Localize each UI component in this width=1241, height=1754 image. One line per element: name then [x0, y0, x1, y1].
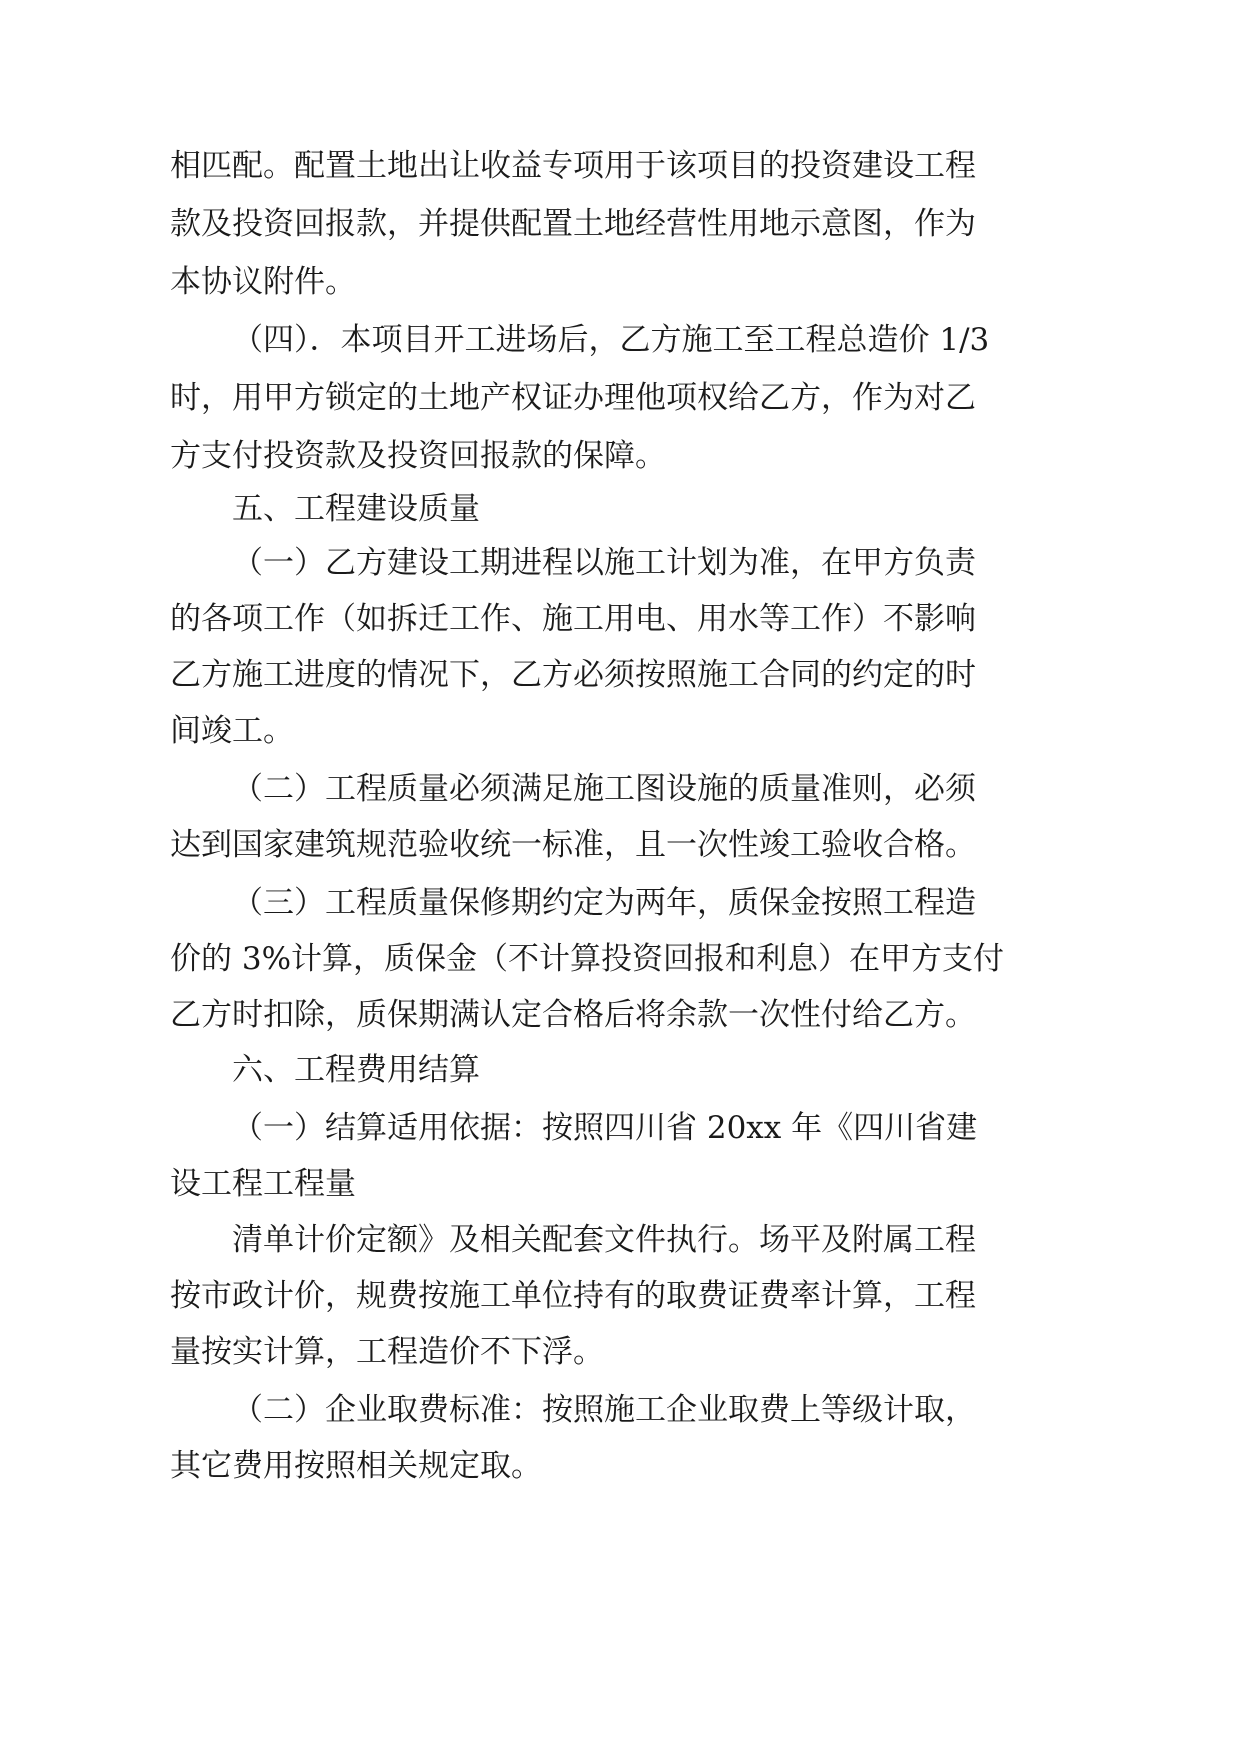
paragraph-line: 乙方施工进度的情况下，乙方必须按照施工合同的约定的时: [170, 657, 976, 693]
paragraph-line: （二）企业取费标准：按照施工企业取费上等级计取，: [232, 1392, 976, 1428]
paragraph-line: 乙方时扣除，质保期满认定合格后将余款一次性付给乙方。: [170, 997, 976, 1033]
paragraph-line: 间竣工。: [170, 713, 294, 749]
paragraph-line: （一）结算适用依据：按照四川省 20xx 年《四川省建: [232, 1110, 978, 1146]
paragraph-line: （四）．本项目开工进场后，乙方施工至工程总造价 1/3: [232, 322, 990, 358]
paragraph-line: （一）乙方建设工期进程以施工计划为准，在甲方负责: [232, 545, 976, 581]
paragraph-line: （三）工程质量保修期约定为两年，质保金按照工程造: [232, 885, 976, 921]
paragraph-line: 达到国家建筑规范验收统一标准，且一次性竣工验收合格。: [170, 827, 976, 863]
section-heading: 六、工程费用结算: [232, 1052, 480, 1088]
paragraph-line: 时，用甲方锁定的土地产权证办理他项权给乙方，作为对乙: [170, 380, 976, 416]
paragraph-line: 本协议附件。: [170, 264, 356, 300]
paragraph-line: 清单计价定额》及相关配套文件执行。场平及附属工程: [232, 1222, 976, 1258]
paragraph-line: 的各项工作（如拆迁工作、施工用电、用水等工作）不影响: [170, 601, 976, 637]
paragraph-line: 方支付投资款及投资回报款的保障。: [170, 438, 666, 474]
paragraph-line: 相匹配。配置土地出让收益专项用于该项目的投资建设工程: [170, 148, 976, 184]
section-heading: 五、工程建设质量: [232, 491, 480, 527]
paragraph-line: 量按实计算，工程造价不下浮。: [170, 1334, 604, 1370]
paragraph-line: 按市政计价，规费按施工单位持有的取费证费率计算，工程: [170, 1278, 976, 1314]
paragraph-line: 其它费用按照相关规定取。: [170, 1448, 542, 1484]
paragraph-line: 款及投资回报款，并提供配置土地经营性用地示意图，作为: [170, 206, 976, 242]
paragraph-line: 价的 3%计算，质保金（不计算投资回报和利息）在甲方支付: [170, 941, 1005, 977]
paragraph-line: （二）工程质量必须满足施工图设施的质量准则，必须: [232, 771, 976, 807]
paragraph-line: 设工程工程量: [170, 1166, 356, 1202]
